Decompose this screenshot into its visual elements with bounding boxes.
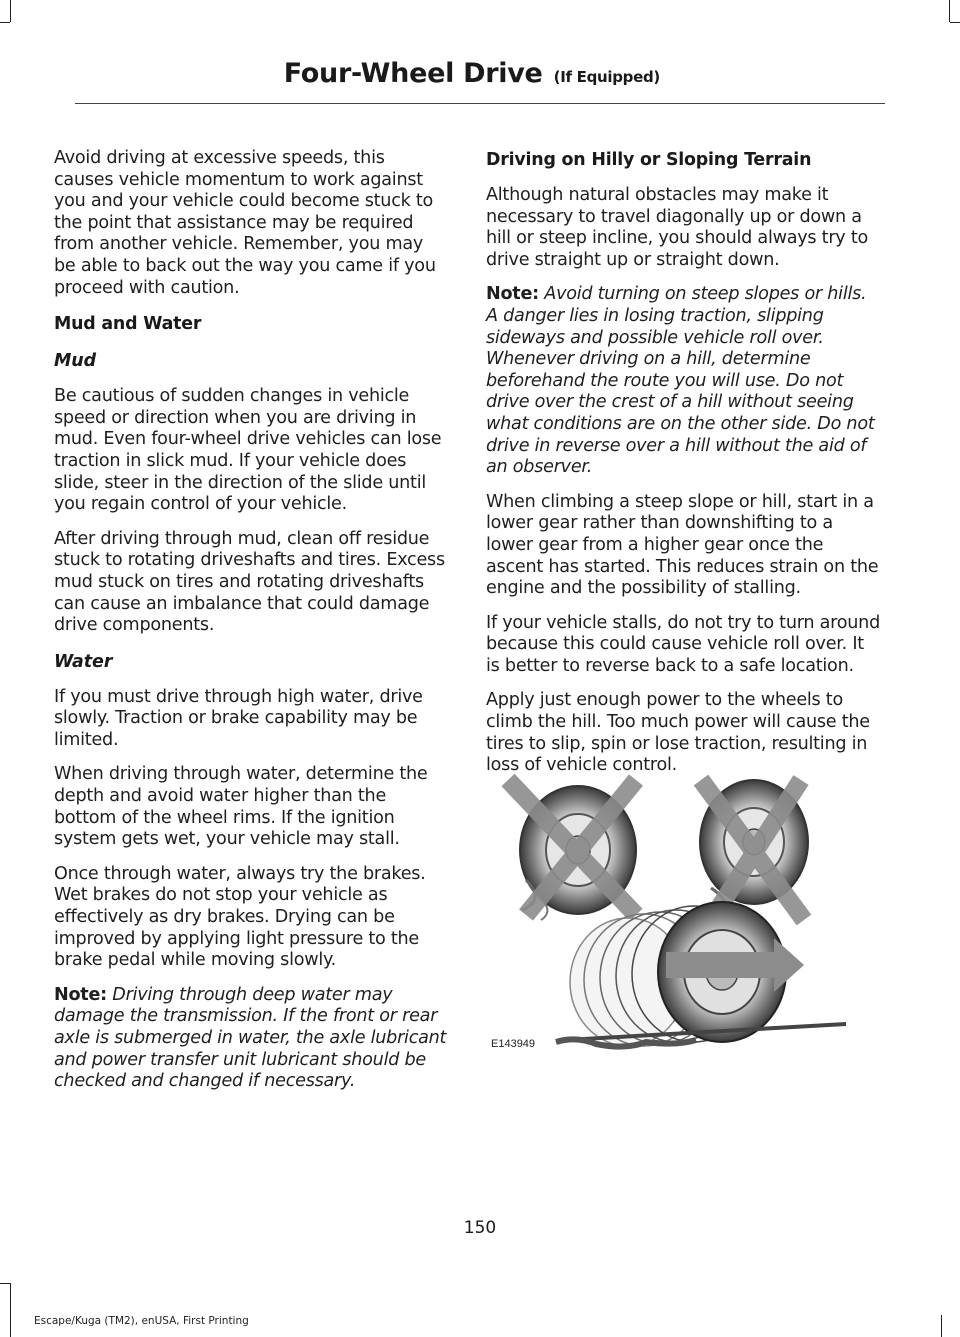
crop-mark [10, 1283, 11, 1337]
crop-mark [0, 1283, 10, 1284]
page-header-title [284, 58, 660, 89]
note-label: Note: [486, 284, 539, 305]
crop-mark [0, 22, 10, 23]
paragraph: Avoid driving at excessive speeds, this causes vehicle momentum to work against you and your vehicle could become stuck to the point that assistance may be required from another vehicle. Remember, you may be able to back out the way you came if you proceed with caution. [54, 148, 436, 298]
crop-mark [941, 1315, 942, 1337]
paragraph: When climbing a steep slope or hill, start in a lower gear rather than downshifting to a lower gear from a higher gear once the ascent has started. This reduces strain on the engine and the possibility of stalling. [486, 491, 879, 599]
paragraph: If your vehicle stalls, do not try to turn around because this could cause vehicle roll over. It is better to reverse back to a safe location. [486, 612, 881, 676]
note [54, 985, 448, 1093]
note-text: Avoid turning on steep slopes or hills. A danger lies in losing traction, slipping sideways and possible vehicle roll over. Whenever driving on a hill, determine beforehand the route you will use. Do not drive over the crest of a hill without seeing what conditions are on the other side. Do not drive in reverse over a hill without the aid of an observer. [486, 284, 875, 478]
crop-mark [949, 0, 950, 22]
right-column [486, 148, 880, 790]
paragraph: If you must drive through high water, drive slowly. Traction or brake capability may be limited. [54, 686, 423, 750]
paragraph: When driving through water, determine the depth and avoid water higher than the bottom of the wheel rims. If the ignition system gets wet, your vehicle may stall. [54, 764, 428, 850]
page-number: 150 [463, 1218, 497, 1238]
subsection-heading: Water [54, 651, 113, 672]
note-label: Note: [54, 984, 107, 1005]
paragraph: After driving through mud, clean off residue stuck to rotating driveshafts and tires. Excess mud stuck on tires and rotating driveshafts can cause an imbalance that could damage drive components. [54, 528, 445, 636]
hill-climb-illustration [486, 760, 866, 1060]
paragraph: Although natural obstacles may make it necessary to travel diagonally up or down a hill or steep incline, you should always try to drive straight up or straight down. [486, 185, 868, 270]
crop-mark [950, 22, 960, 23]
crop-mark [10, 0, 11, 22]
header-title-text: Four-Wheel Drive [283, 58, 543, 89]
header-divider [75, 103, 885, 104]
paragraph: Apply just enough power to the wheels to climb the hill. Too much power will cause the tires to slip, spin or lose traction, resulting in loss of vehicle control. [486, 690, 870, 776]
figure-id: E143949 [491, 1038, 536, 1050]
note [486, 284, 880, 478]
paragraph: Once through water, always try the brakes. Wet brakes do not stop your vehicle as effectively as dry brakes. Drying can be improved by applying light pressure to the brake pedal while moving slowly. [54, 863, 426, 971]
paragraph: Be cautious of sudden changes in vehicle speed or direction when you are driving in mud. Even four-wheel drive vehicles can lose traction in slick mud. If your vehicle does slide, steer in the direction of the slide until you regain control of your vehicle. [54, 386, 442, 515]
section-heading: Driving on Hilly or Sloping Terrain [486, 150, 812, 170]
left-column [54, 148, 448, 1106]
section-heading: Mud and Water [54, 314, 202, 335]
subsection-heading: Mud [54, 351, 97, 372]
note-text: Driving through deep water may damage the transmission. If the front or rear axle is submerged in water, the axle lubricant and power transfer unit lubricant should be checked and changed if necessary. [54, 984, 447, 1092]
footer-text: Escape/Kuga (TM2), enUSA, First Printing [34, 1315, 249, 1327]
header-subtitle: (If Equipped) [553, 68, 660, 86]
